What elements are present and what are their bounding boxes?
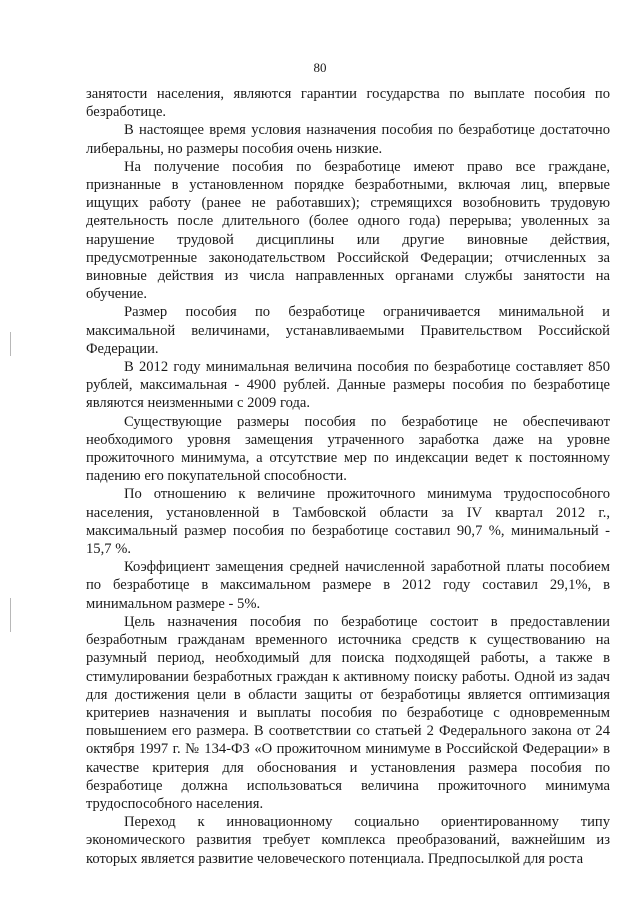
paragraph: В 2012 году минимальная величина пособия по безработице составляет 850 рублей, максимальная - 4900 рублей. Данные размеры пособия по безработице являются неизменными с 2009 года.: [86, 359, 610, 412]
paragraph: В настоящее время условия назначения пособия по безработице достаточно либеральны, но размеры пособия очень низкие.: [86, 122, 610, 157]
paragraph: Переход к инновационному социально ориентированному типу экономического развития требует комплекса преобразований, важнейшим из которых является развитие человеческого потенциала. Предпосылкой для роста: [86, 814, 610, 867]
paragraph: занятости населения, являются гарантии государства по выплате пособия по безработице.: [86, 86, 610, 121]
paragraph: Цель назначения пособия по безработице состоит в предоставлении безработным гражданам временного источника средств к существованию на разумный период, необходимый для поиска подходящей работы, а также в стимулировании безработных граждан к активному поиску работы. Одной из задач для достижения цели в области защиты от безработицы является оптимизация критериев назначения и выплаты пособия по безработице с одновременным повышением его размера. В соответствии со статьей 2 Федерального закона от 24 октября 1997 г. № 134-ФЗ «О прожиточном минимуме в Российской Федерации» в качестве критерия для обоснования и установления размера пособия по безработице должна использоваться величина прожиточного минимума трудоспособного населения.: [86, 613, 610, 812]
paragraph: На получение пособия по безработице имеют право все граждане, признанные в установленном порядке безработными, включая лиц, впервые ищущих работу (ранее не работавших); стремящихся возобновить трудовую деятельность после длительного (более одного года) перерыва; уволенных за нарушение трудовой дисциплины или другие виновные действия, предусмотренные законодательством Российской Федерации; отчисленных за виновные действия из числа направленных органами службы занятости на обучение.: [86, 158, 610, 303]
margin-scan-mark: [10, 598, 11, 632]
paragraph: Коэффициент замещения средней начисленной заработной платы пособием по безработице в максимальном размере в 2012 году составил 29,1%, в минимальном размере - 5%.: [86, 559, 610, 612]
paragraph: По отношению к величине прожиточного минимума трудоспособного населения, установленной в Тамбовской области за IV квартал 2012 г., максимальный размер пособия по безработице составил 90,7 %, минимальный - 15,7 %.: [86, 486, 610, 558]
page-number: 80: [313, 60, 327, 75]
document-body: [86, 85, 610, 868]
paragraph: Существующие размеры пособия по безработице не обеспечивают необходимого уровня замещения утраченного заработка даже на уровне прожиточного минимума, а отсутствие мер по индексации ведет к постоянному падению его покупательной способности.: [86, 413, 610, 485]
paragraph: Размер пособия по безработице ограничивается минимальной и максимальной величинами, устанавливаемыми Правительством Российской Федерации.: [86, 304, 610, 357]
margin-scan-mark: [10, 332, 11, 356]
